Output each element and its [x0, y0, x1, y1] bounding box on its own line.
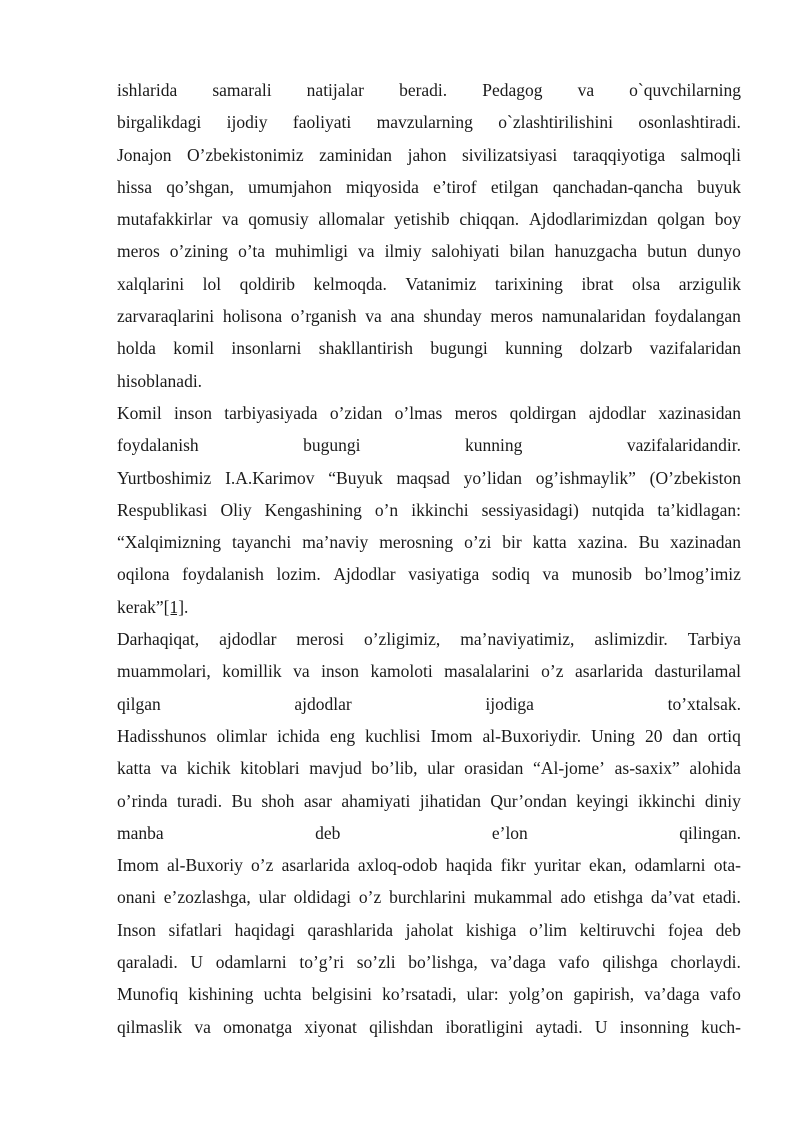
text-line: qilmaslik va omonatga xiyonat qilishdan iboratligini aytadi. U insonning kuch-: [117, 1016, 741, 1037]
text-line: onani e’zozlashga, ular oldidagi o’z burchlarini mukammal ado etishga da’vat etadi.: [117, 887, 741, 908]
text-line: Imom al-Buxoriy o’z asarlarida axloq-odob haqida fikr yuritar ekan, odamlarni ota-: [117, 855, 741, 876]
text-line: hisoblanadi.: [117, 370, 203, 391]
text-line: foydalanish bugungi kunning vazifalaridandir.: [117, 435, 741, 456]
text-line: meros o’zining o’ta muhimligi va ilmiy salohiyati bilan hanuzgacha butun dunyo: [117, 241, 741, 262]
text-line: qilgan ajdodlar ijodiga to’xtalsak.: [117, 693, 741, 714]
citation-link[interactable]: [1]: [163, 596, 185, 617]
text-line: katta va kichik kitoblari mavjud bo’lib, ular orasidan “Al-jome’ as-saxix” alohida: [117, 758, 741, 779]
text-line: birgalikdagi ijodiy faoliyati mavzularning o`zlashtirilishini osonlashtiradi.: [117, 112, 741, 133]
text-line: qaraladi. U odamlarni to’g’ri so’zli bo’lishga, va’daga vafo qilishga chorlaydi.: [117, 952, 741, 973]
text-line: Yurtboshimiz I.A.Karimov “Buyuk maqsad yo’lidan og’ishmaylik” (O’zbekiston: [117, 467, 741, 488]
text-line: mutafakkirlar va qomusiy allomalar yetishib chiqqan. Ajdodlarimizdan qolgan boy: [117, 209, 741, 230]
text-line: ishlarida samarali natijalar beradi. Pedagog va o`quvchilarning: [117, 80, 741, 100]
document-body: [117, 74, 741, 1043]
text-line: holda komil insonlarni shakllantirish bugungi kunning dolzarb vazifalaridan: [117, 338, 741, 359]
text-line: Jonajon O’zbekistonimiz zaminidan jahon sivilizatsiyasi taraqqiyotiga salmoqli: [117, 144, 741, 165]
text-line: oqilona foydalanish lozim. Ajdodlar vasiyatiga sodiq va munosib bo’lmog’imiz: [117, 564, 741, 585]
text-line: hissa qo’shgan, umumjahon miqyosida e’tirof etilgan qanchadan-qancha buyuk: [117, 176, 741, 197]
text-line: zarvaraqlarini holisona o’rganish va ana shunday meros namunalaridan foydalangan: [117, 306, 741, 327]
text-line: manba deb e’lon qilingan.: [117, 822, 741, 843]
text-line: o’rinda turadi. Bu shoh asar ahamiyati jihatidan Qur’ondan keyingi ikkinchi diniy: [117, 790, 741, 811]
text-line: Inson sifatlari haqidagi qarashlarida jaholat kishiga o’lim keltiruvchi fojea deb: [117, 919, 741, 940]
citation-trailing-punctuation: .: [184, 596, 189, 617]
text-line: Munofiq kishining uchta belgisini ko’rsatadi, ular: yolg’on gapirish, va’daga vafo: [117, 984, 741, 1005]
text-line: Hadisshunos olimlar ichida eng kuchlisi Imom al-Buxoriydir. Uning 20 dan ortiq: [117, 725, 741, 746]
text-line: xalqlarini lol qoldirib kelmoqda. Vatanimiz tarixining ibrat olsa arzigulik: [117, 273, 741, 294]
text-line: Darhaqiqat, ajdodlar merosi o’zligimiz, ma’naviyatimiz, aslimizdir. Tarbiya: [117, 629, 741, 650]
text-line: muammolari, komillik va inson kamoloti masalalarini o’z asarlarida dasturilamal: [117, 661, 741, 682]
text-line: Komil inson tarbiyasiyada o’zidan o’lmas meros qoldirgan ajdodlar xazinasidan: [117, 402, 741, 423]
text-line: kerak”[1].: [117, 596, 189, 617]
text-line: Respublikasi Oliy Kengashining o’n ikkinchi sessiyasidagi) nutqida ta’kidlagan:: [117, 499, 741, 520]
text-line: “Xalqimizning tayanchi ma’naviy merosning o’zi bir katta xazina. Bu xazinadan: [117, 532, 741, 553]
